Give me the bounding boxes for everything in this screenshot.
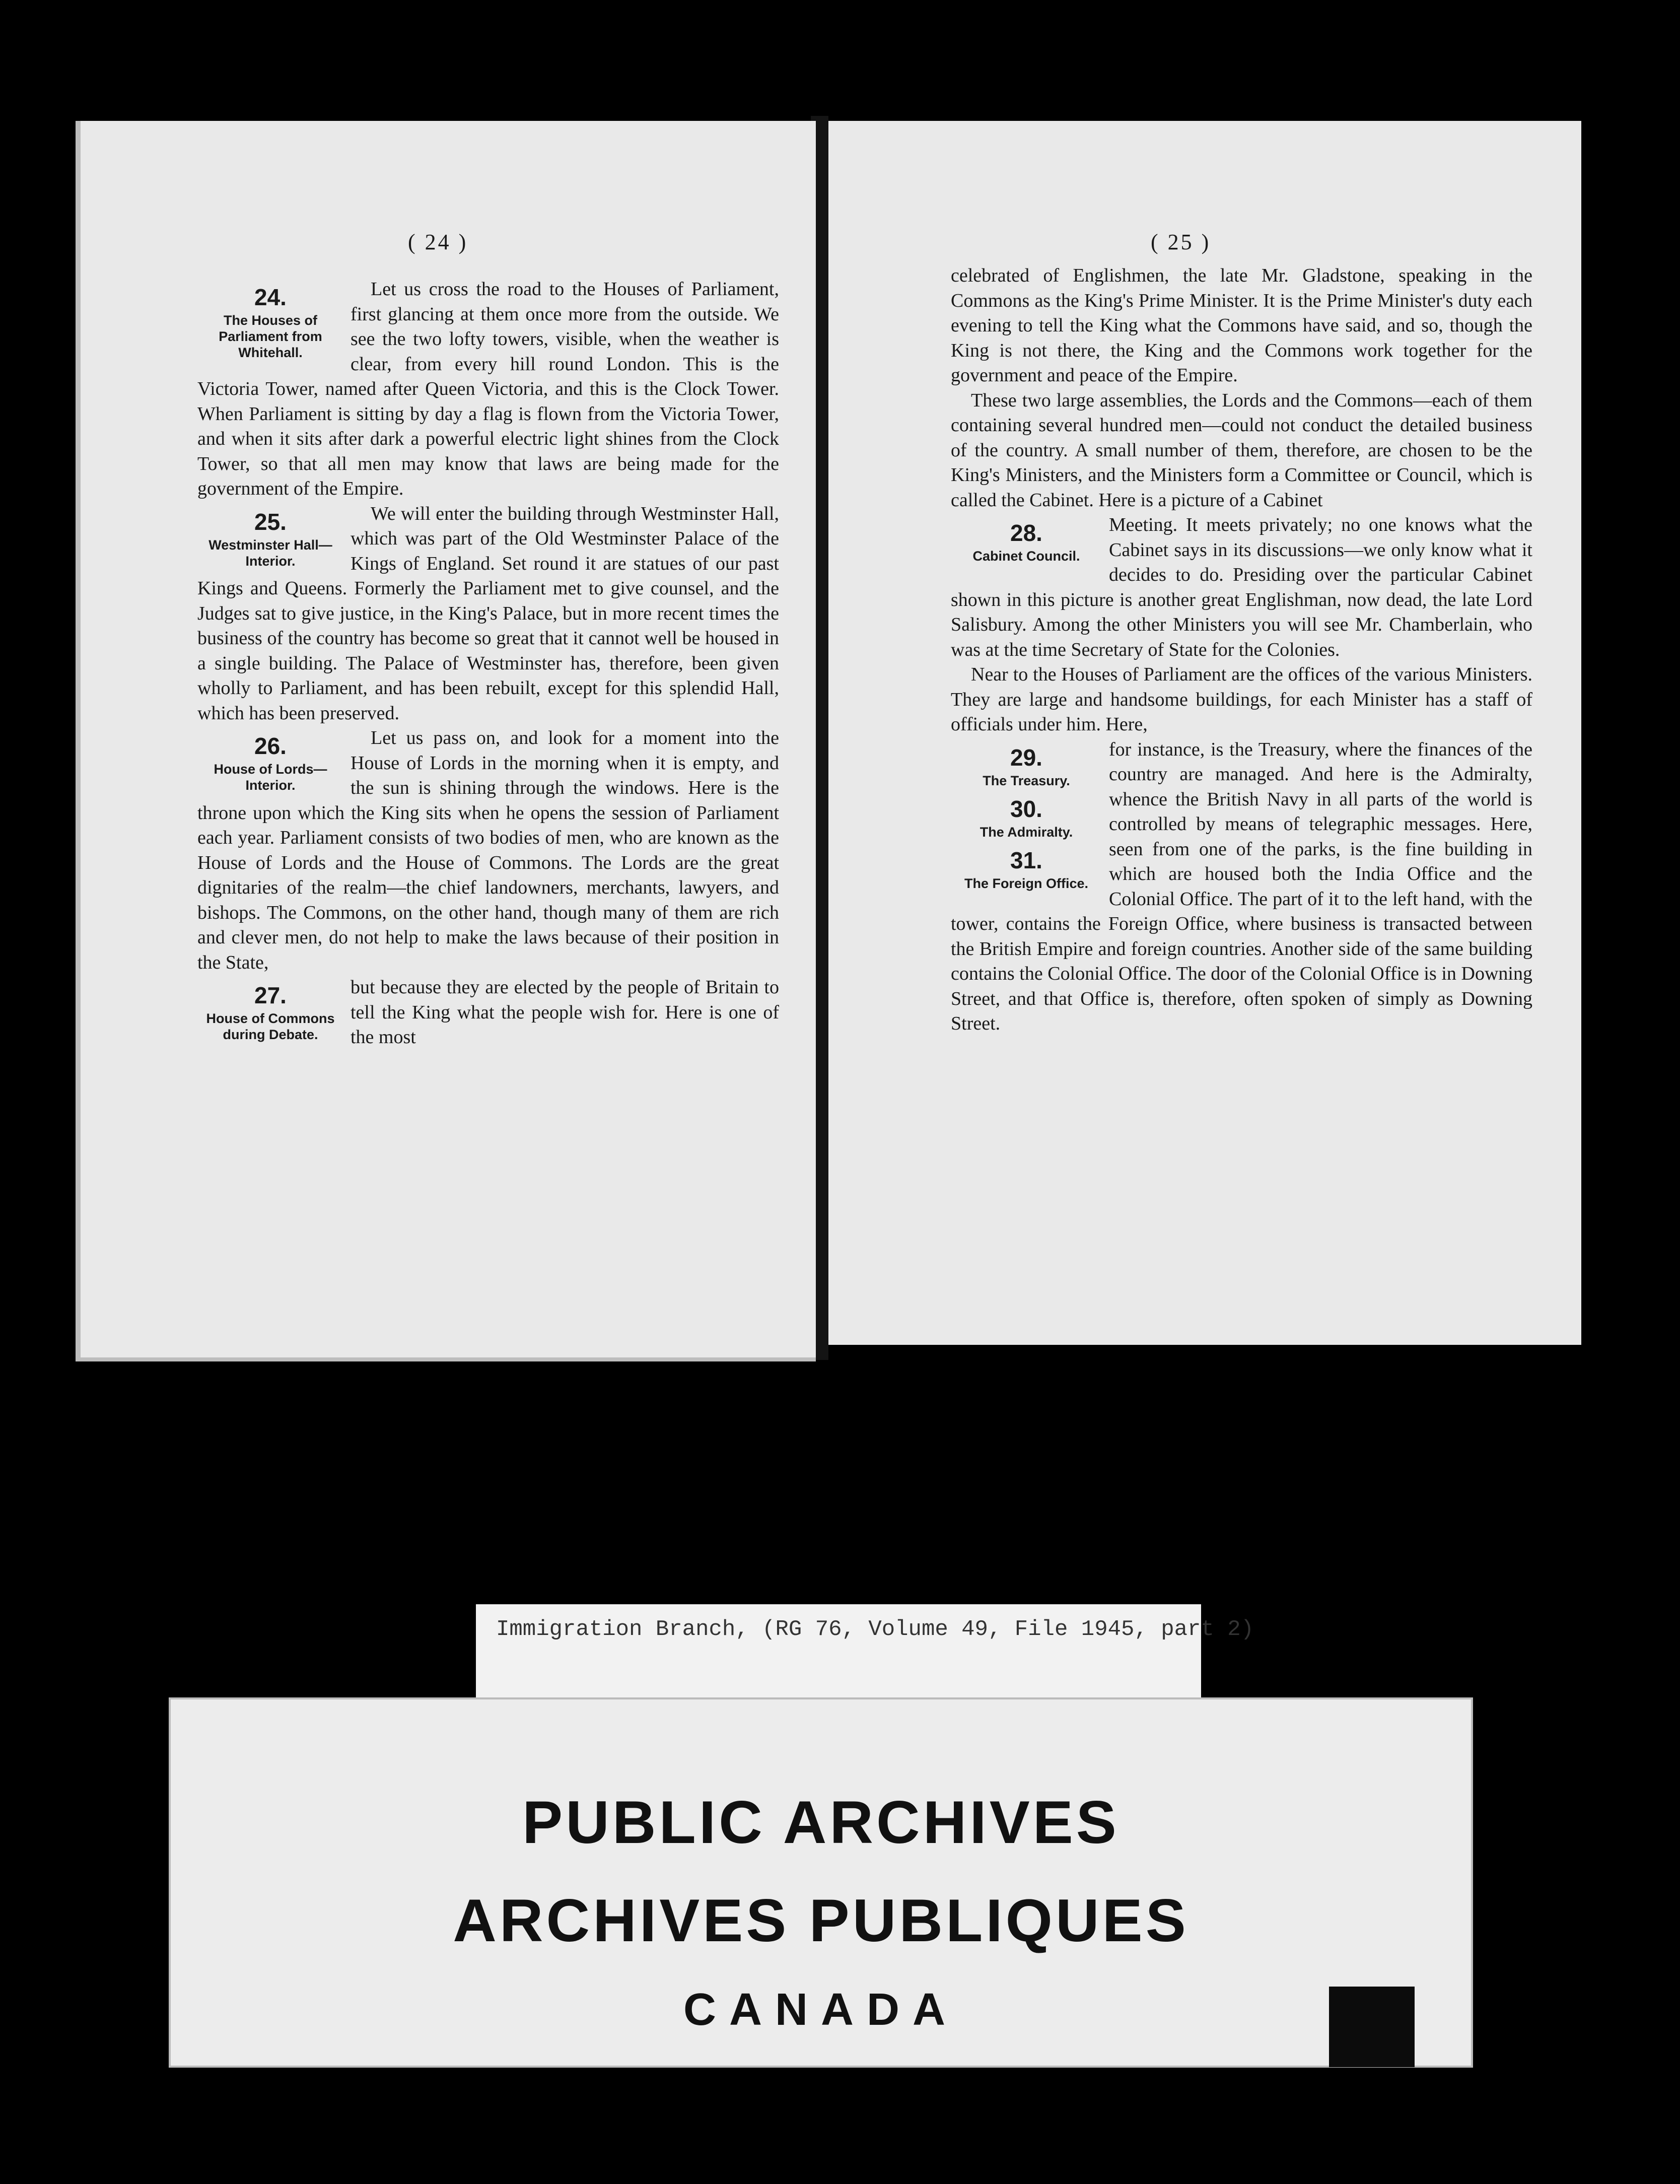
section-number: 31.: [1010, 847, 1042, 873]
margin-note-24: [197, 277, 343, 361]
paragraph: Near to the Houses of Parliament are the offices of the various Ministers. They are large and handsome buildings, for each Minister has a staff of officials under him. Here,: [951, 664, 1532, 735]
paragraph: Let us cross the road to the Houses of Parliament, first glancing at them once more from the outside. We see the two lofty towers, visible, when the weather is clear, from every hill round London. This is the Victoria Tower, named after Queen Victoria, and this is the Clock Tower. When Parliament is sitting by day a flag is flown from the Victoria Tower, and when it sits after dark a powerful electric light shines from the Clock Tower, so that all men may know that laws are being made for the government of the Empire.: [197, 279, 779, 499]
section-number: 26.: [254, 733, 287, 759]
section-caption: House of Lords—Interior.: [214, 762, 327, 793]
margin-note-25: [197, 502, 343, 569]
section-28: [951, 513, 1532, 662]
margin-note-29: [951, 737, 1102, 892]
stamp-line-2: ARCHIVES PUBLIQUES: [453, 1887, 1189, 1954]
section-24: [197, 277, 779, 502]
section-caption: The Foreign Office.: [964, 875, 1089, 891]
section-caption: Cabinet Council.: [972, 549, 1080, 564]
section-caption: House of Commons during Debate.: [206, 1011, 335, 1042]
margin-note-27: [197, 975, 343, 1043]
section-27: [197, 975, 779, 1050]
paragraph: These two large assemblies, the Lords and the Commons—each of them containing several hundred men—could not conduct the detailed business of the country. A small number of them, therefore, are chosen to be the King's Ministers, and the Ministers form a Committee or Council, which is called the Cabinet. Here is a picture of a Cabinet: [951, 389, 1532, 511]
public-archives-stamp: [169, 1697, 1473, 2068]
section-caption: The Houses of Parliament from Whitehall.: [219, 313, 322, 360]
section-25: [197, 502, 779, 726]
section-number: 29.: [1010, 744, 1042, 771]
section-caption: Westminster Hall—Interior.: [208, 537, 332, 569]
section-26: [197, 726, 779, 975]
stamp-dark-tab: [1329, 1987, 1415, 2067]
section-number: 28.: [1010, 520, 1042, 546]
paragraph: We will enter the building through Westminster Hall, which was part of the Old Westminster Palace of the Kings of England. Set round it are statues of our past Kings and Queens. Formerly the Parliament met to give counsel, and the Judges sat to give justice, in the King's Palace, but in more recent times the business of the country has become so great that it cannot well be housed in a single building. The Palace of Westminster has, therefore, been given wholly to Parliament, and has been rebuilt, except for this splendid Hall, which has been preserved.: [197, 503, 779, 724]
section-number: 27.: [254, 982, 287, 1008]
section-number: 25.: [254, 508, 287, 535]
paragraph: but because they are elected by the people of Britain to tell the King what the people wish for. Here is one of the most: [351, 977, 779, 1048]
section-caption: The Treasury.: [983, 773, 1070, 788]
left-page: [76, 121, 816, 1361]
margin-note-26: [197, 726, 343, 793]
paragraph: celebrated of Englishmen, the late Mr. Gladstone, speaking in the Commons as the King's Prime Minister. It is the Prime Minister's duty each evening to tell the King what the Commons have said, and so, though the King is not there, the King and the Commons work together for the government and peace of the Empire.: [951, 265, 1532, 386]
section-number: 30.: [1010, 795, 1042, 822]
section-number: 24.: [254, 284, 287, 310]
sections-29-31: [951, 737, 1532, 1037]
stamp-line-1: PUBLIC ARCHIVES: [522, 1789, 1119, 1856]
stamp-line-3: CANADA: [683, 1985, 958, 2035]
margin-note-28: [951, 513, 1102, 564]
section-caption: The Admiralty.: [979, 824, 1073, 840]
paragraph: Let us pass on, and look for a moment into the House of Lords in the morning when it is empty, and the sun is shining through the windows. Here is the throne upon which the King sits when he opens the session of Parliament each year. Parliament consists of two bodies of men, who are known as the House of Lords and the House of Commons. The Lords are the great dignitaries of the realm—the chief landowners, merchants, lawyers, and bishops. The Commons, on the other hand, though many of them are rich and clever men, do not help to make the laws because of their position in the State,: [197, 727, 779, 973]
archive-reference-label: Immigration Branch, (RG 76, Volume 49, File 1945, part 2): [476, 1604, 1201, 1705]
right-text-column: [951, 263, 1532, 1037]
right-page: [828, 121, 1581, 1345]
page-number-left: ( 24 ): [408, 230, 468, 254]
left-text-column: [197, 277, 779, 1050]
page-number-right: ( 25 ): [1151, 230, 1211, 254]
paragraph: Meeting. It meets privately; no one knows what the Cabinet says in its discussions—we only know what it decides to do. Presiding over the particular Cabinet shown in this picture is another great Englishman, now dead, the late Lord Salisbury. Among the other Ministers you will see Mr. Chamberlain, who was at the time Secretary of State for the Colonies.: [951, 514, 1532, 660]
paragraph: for instance, is the Treasury, where the finances of the country are managed. And here is the Admiralty, whence the British Navy in all parts of the world is controlled by means of telegraphic messages. Here, seen from one of the parks, is the fine building in which are housed both the India Office and the Colonial Office. The part of it to the left hand, with the tower, contains the Foreign Office, where business is transacted between the British Empire and foreign countries. Another side of the same building contains the Colonial Office. The door of the Colonial Office is in Downing Street, and that Office is, therefore, often spoken of simply as Downing Street.: [951, 738, 1532, 1034]
